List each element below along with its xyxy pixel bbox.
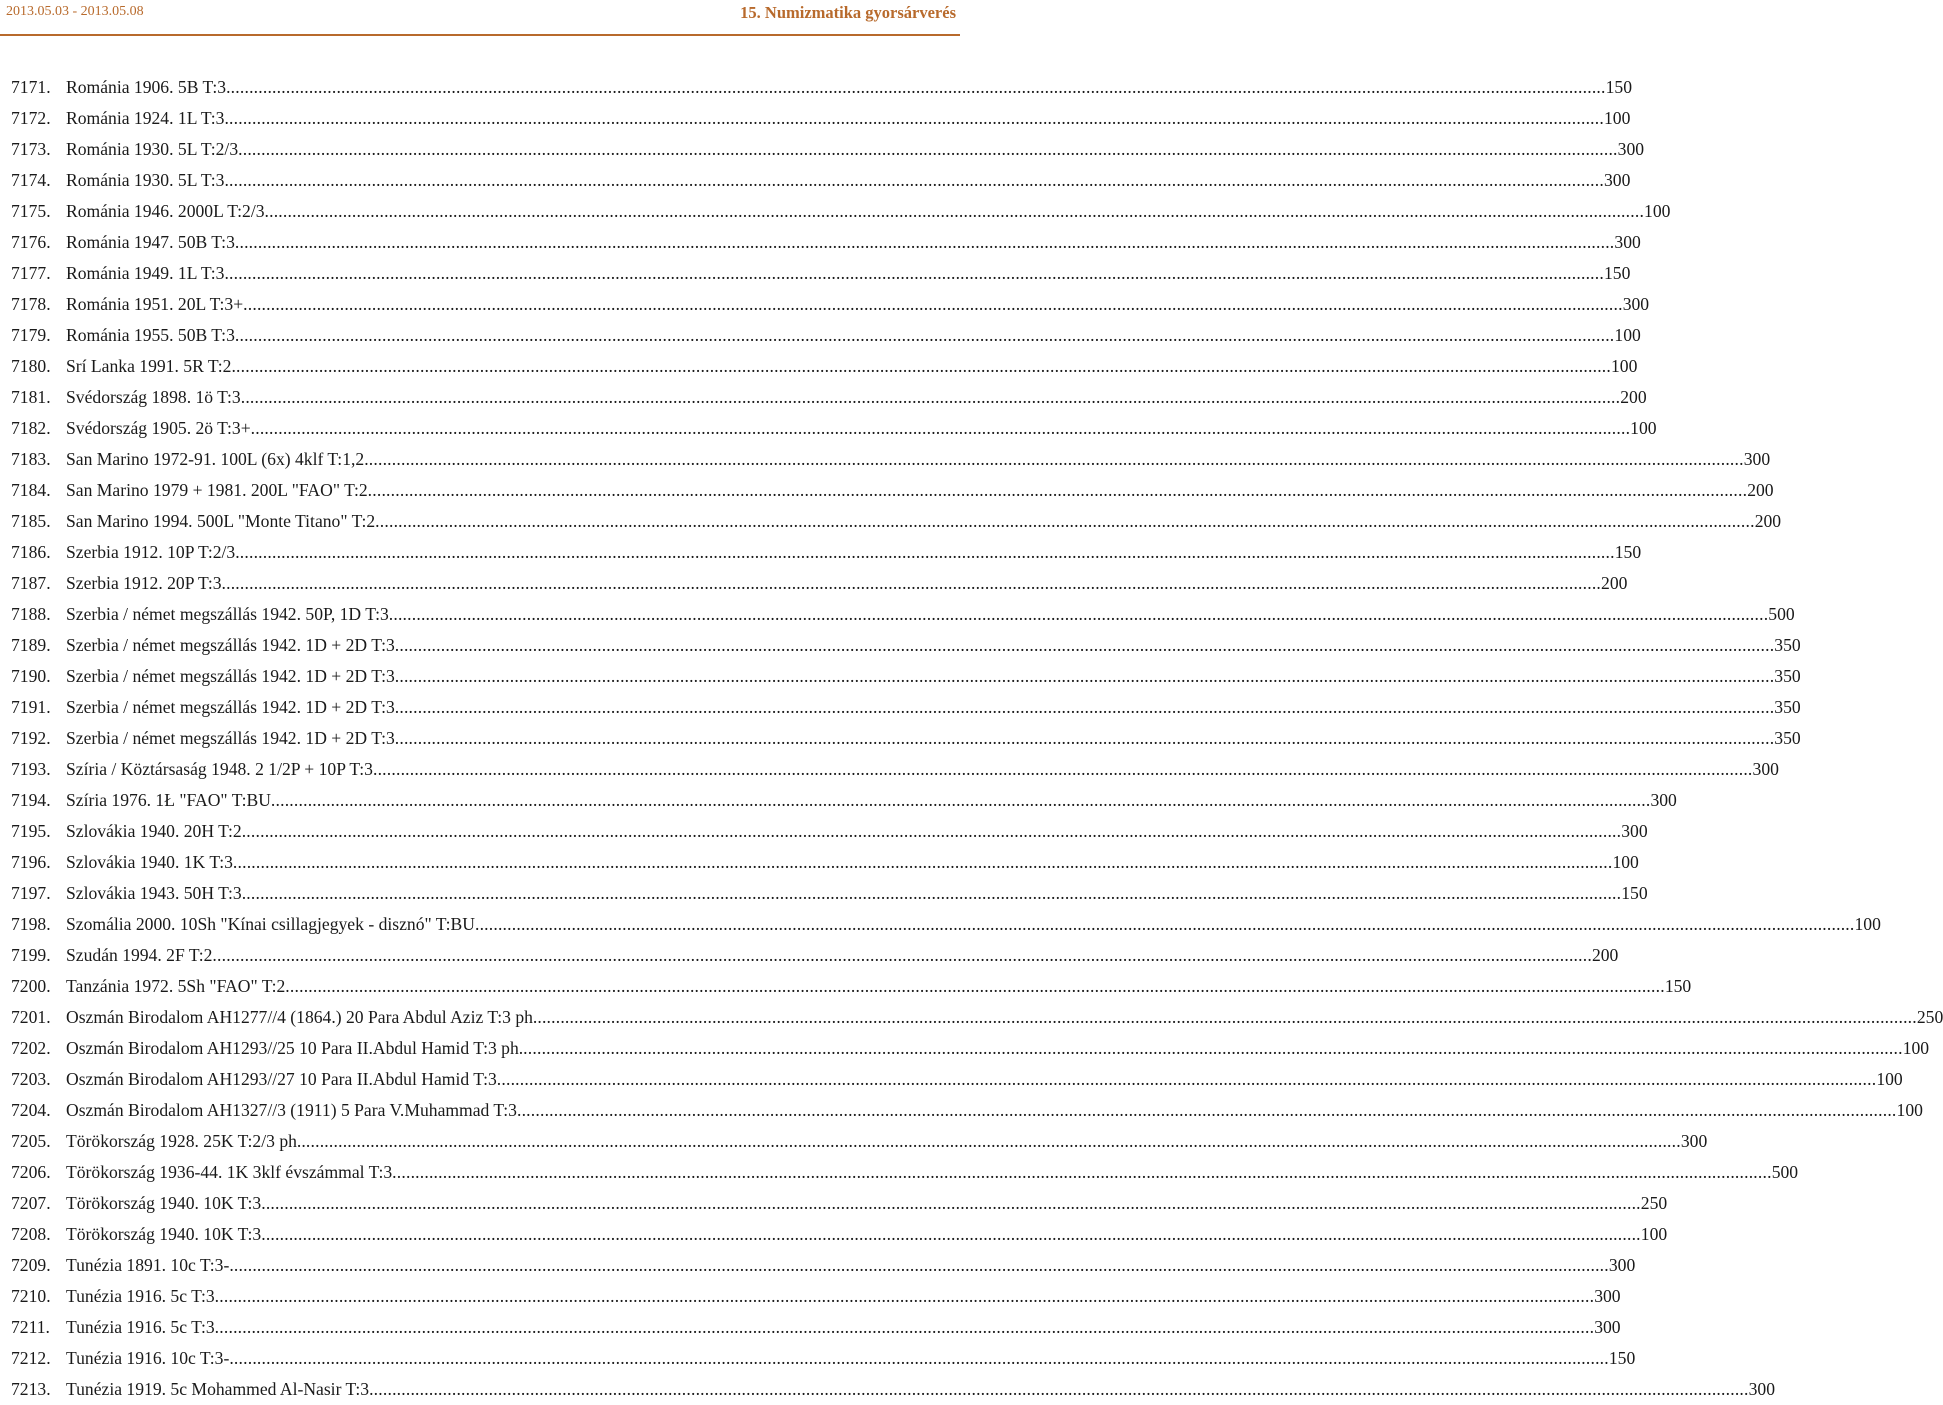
lot-number: 7195. xyxy=(11,821,51,841)
lot-row xyxy=(0,506,1782,537)
lot-price: 100 xyxy=(1902,1038,1930,1058)
lot-price: 100 xyxy=(1644,201,1671,221)
page-header xyxy=(0,0,960,36)
lot-description: Oszmán Birodalom AH1293//27 10 Para II.Abdul Hamid T:3 xyxy=(66,1069,497,1089)
lot-line xyxy=(66,506,1782,537)
lot-number: 7194. xyxy=(11,790,51,810)
lot-description: Törökország 1936-44. 1K 3klf évszámmal T:3 xyxy=(66,1162,393,1182)
dot-leader: ............................................................................................................................................................................................................................................................................................................ xyxy=(232,852,1613,872)
lot-number: 7193. xyxy=(11,759,51,779)
lot-line xyxy=(66,413,1657,444)
dot-leader: ............................................................................................................................................................................................................................................................................................................ xyxy=(231,356,1611,376)
dot-leader: ............................................................................................................................................................................................................................................................................................................ xyxy=(285,976,1665,996)
lot-line xyxy=(66,971,1692,1002)
dot-leader: ............................................................................................................................................................................................................................................................................................................ xyxy=(224,108,1604,128)
lot-row xyxy=(0,785,1677,816)
lot-line xyxy=(66,1126,1708,1157)
lot-line xyxy=(66,1188,1668,1219)
lot-description: Szerbia 1912. 20P T:3 xyxy=(66,573,222,593)
lot-price: 350 xyxy=(1774,666,1801,686)
dot-leader: ............................................................................................................................................................................................................................................................................................................ xyxy=(241,883,1622,903)
lot-price: 200 xyxy=(1620,387,1647,407)
lot-line xyxy=(66,72,1632,103)
dot-leader: ............................................................................................................................................................................................................................................................................................................ xyxy=(261,1193,1641,1213)
lot-line xyxy=(66,382,1647,413)
lot-row xyxy=(0,134,1645,165)
dot-leader: ............................................................................................................................................................................................................................................................................................................ xyxy=(241,821,1622,841)
lot-description: Törökország 1940. 10K T:3 xyxy=(66,1193,262,1213)
lot-number: 7201. xyxy=(11,1007,51,1027)
lot-line xyxy=(66,1312,1621,1343)
lot-line xyxy=(66,909,1881,940)
lot-row xyxy=(0,72,1632,103)
lot-line xyxy=(66,1250,1636,1281)
lot-price: 500 xyxy=(1768,604,1795,624)
lot-price: 100 xyxy=(1876,1069,1903,1089)
dot-leader: ............................................................................................................................................................................................................................................................................................................ xyxy=(250,418,1631,438)
lot-price: 300 xyxy=(1594,1286,1621,1306)
lot-row xyxy=(0,599,1795,630)
lot-description: Svédország 1905. 2ö T:3+ xyxy=(66,418,251,438)
lot-number: 7197. xyxy=(11,883,51,903)
lot-price: 500 xyxy=(1771,1162,1799,1182)
dot-leader: ............................................................................................................................................................................................................................................................................................................ xyxy=(243,294,1623,314)
dot-leader: ............................................................................................................................................................................................................................................................................................................ xyxy=(394,666,1775,686)
lot-description: San Marino 1979 + 1981. 200L "FAO" T:2 xyxy=(66,480,368,500)
dot-leader: ............................................................................................................................................................................................................................................................................................................ xyxy=(226,77,1606,97)
lot-row xyxy=(0,1033,1930,1064)
lot-description: Románia 1947. 50B T:3 xyxy=(66,232,235,252)
lot-row xyxy=(0,723,1801,754)
lot-description: Szudán 1994. 2F T:2 xyxy=(66,945,213,965)
lot-line xyxy=(66,196,1671,227)
lot-line xyxy=(66,537,1642,568)
lot-number: 7180. xyxy=(11,356,51,376)
lot-number: 7191. xyxy=(11,697,51,717)
lot-description: Románia 1951. 20L T:3+ xyxy=(66,294,244,314)
lot-row xyxy=(0,847,1639,878)
lot-row xyxy=(0,258,1631,289)
date-range: 2013.05.03 - 2013.05.08 xyxy=(6,4,144,19)
lot-number: 7198. xyxy=(11,914,51,934)
dot-leader: ............................................................................................................................................................................................................................................................................................................ xyxy=(214,1317,1595,1337)
lot-number: 7196. xyxy=(11,852,51,872)
lot-number: 7208. xyxy=(11,1224,51,1244)
lot-line xyxy=(66,1343,1636,1374)
lot-price: 250 xyxy=(1916,1007,1943,1027)
lot-description: Szomália 2000. 10Sh "Kínai csillagjegyek - disznó" T:BU xyxy=(66,914,475,934)
lot-number: 7182. xyxy=(11,418,51,438)
lot-line xyxy=(66,227,1641,258)
lot-description: Románia 1946. 2000L T:2/3 xyxy=(66,201,265,221)
auction-title: 15. Numizmatika gyorsárverés xyxy=(740,3,956,22)
lot-price: 100 xyxy=(1614,325,1641,345)
lot-line xyxy=(66,1219,1668,1250)
lot-description: Törökország 1928. 25K T:2/3 ph. xyxy=(66,1131,302,1151)
lot-price: 150 xyxy=(1608,1348,1636,1368)
lot-line xyxy=(66,754,1779,785)
lot-description: Oszmán Birodalom AH1327//3 (1911) 5 Para V.Muhammad T:3 xyxy=(66,1100,517,1120)
lot-price: 300 xyxy=(1594,1317,1621,1337)
lot-description: Oszmán Birodalom AH1293//25 10 Para II.Abdul Hamid T:3 ph. xyxy=(66,1038,524,1058)
lot-price: 100 xyxy=(1630,418,1657,438)
dot-leader: ............................................................................................................................................................................................................................................................................................................ xyxy=(474,914,1855,934)
lot-description: Tunézia 1919. 5c Mohammed Al-Nasir T:3 xyxy=(66,1379,370,1399)
lot-number: 7209. xyxy=(11,1255,51,1275)
lot-price: 100 xyxy=(1854,914,1881,934)
lot-row xyxy=(0,692,1801,723)
dot-leader: ............................................................................................................................................................................................................................................................................................................ xyxy=(394,635,1775,655)
lot-line xyxy=(66,878,1648,909)
lot-number: 7204. xyxy=(11,1100,51,1120)
lot-description: Tunézia 1891. 10c T:3- xyxy=(66,1255,230,1275)
lot-row xyxy=(0,661,1801,692)
lot-line xyxy=(66,847,1639,878)
lot-row xyxy=(0,1281,1621,1312)
lot-row xyxy=(0,227,1641,258)
lot-description: Szerbia / német megszállás 1942. 50P, 1D T:3 xyxy=(66,604,389,624)
lot-description: Szerbia / német megszállás 1942. 1D + 2D T:3 xyxy=(66,666,395,686)
lot-description: Tunézia 1916. 5c T:3 xyxy=(66,1317,215,1337)
dot-leader: ............................................................................................................................................................................................................................................................................................................ xyxy=(270,790,1651,810)
lot-price: 300 xyxy=(1650,790,1677,810)
lot-description: Románia 1906. 5B T:3 xyxy=(66,77,227,97)
lot-number: 7207. xyxy=(11,1193,51,1213)
lot-description: Oszmán Birodalom AH1277//4 (1864.) 20 Para Abdul Aziz T:3 ph. xyxy=(66,1007,538,1027)
lot-price: 300 xyxy=(1752,759,1779,779)
lot-description: Srí Lanka 1991. 5R T:2 xyxy=(66,356,232,376)
lot-price: 350 xyxy=(1774,635,1801,655)
lot-row xyxy=(0,754,1779,785)
lot-number: 7176. xyxy=(11,232,51,252)
lot-number: 7186. xyxy=(11,542,51,562)
lot-line xyxy=(66,134,1645,165)
lot-price: 100 xyxy=(1612,852,1639,872)
dot-leader: ............................................................................................................................................................................................................................................................................................................ xyxy=(301,1131,1681,1151)
lot-number: 7212. xyxy=(11,1348,51,1368)
lot-price: 350 xyxy=(1774,728,1801,748)
lot-line xyxy=(66,661,1801,692)
dot-leader: ............................................................................................................................................................................................................................................................................................................ xyxy=(224,170,1604,190)
lot-number: 7188. xyxy=(11,604,51,624)
lot-row xyxy=(0,568,1628,599)
lot-line xyxy=(66,599,1795,630)
lot-row xyxy=(0,382,1647,413)
lot-row xyxy=(0,1095,1923,1126)
lot-price: 150 xyxy=(1605,77,1632,97)
lot-price: 300 xyxy=(1748,1379,1775,1399)
dot-leader: ............................................................................................................................................................................................................................................................................................................ xyxy=(212,945,1592,965)
dot-leader: ............................................................................................................................................................................................................................................................................................................ xyxy=(496,1069,1877,1089)
dot-leader: ............................................................................................................................................................................................................................................................................................................ xyxy=(369,1379,1749,1399)
lot-description: Szíria / Köztársaság 1948. 2 1/2P + 10P T:3 xyxy=(66,759,373,779)
lot-price: 150 xyxy=(1664,976,1692,996)
lot-line xyxy=(66,289,1650,320)
lot-line xyxy=(66,692,1801,723)
lot-number: 7199. xyxy=(11,945,51,965)
dot-leader: ............................................................................................................................................................................................................................................................................................................ xyxy=(240,387,1621,407)
dot-leader: ............................................................................................................................................................................................................................................................................................................ xyxy=(367,480,1748,500)
lot-price: 200 xyxy=(1591,945,1619,965)
lot-row xyxy=(0,1002,1943,1033)
lot-number: 7172. xyxy=(11,108,51,128)
dot-leader: ............................................................................................................................................................................................................................................................................................................ xyxy=(238,139,1618,159)
lot-price: 100 xyxy=(1640,1224,1668,1244)
lot-row xyxy=(0,165,1631,196)
lot-number: 7185. xyxy=(11,511,51,531)
lot-line xyxy=(66,940,1619,971)
lot-line xyxy=(66,165,1631,196)
lot-line xyxy=(66,785,1677,816)
lot-price: 300 xyxy=(1621,821,1648,841)
dot-leader: ............................................................................................................................................................................................................................................................................................................ xyxy=(364,449,1744,469)
dot-leader: ............................................................................................................................................................................................................................................................................................................ xyxy=(234,325,1615,345)
lot-number: 7210. xyxy=(11,1286,51,1306)
dot-leader: ............................................................................................................................................................................................................................................................................................................ xyxy=(221,573,1602,593)
lot-line xyxy=(66,1374,1775,1405)
lot-number: 7178. xyxy=(11,294,51,314)
lot-price: 300 xyxy=(1614,232,1641,252)
lot-line xyxy=(66,630,1801,661)
lot-row xyxy=(0,630,1801,661)
lot-number: 7181. xyxy=(11,387,51,407)
lot-row xyxy=(0,475,1774,506)
lot-number: 7200. xyxy=(11,976,51,996)
lot-number: 7171. xyxy=(11,77,51,97)
lot-row xyxy=(0,1250,1636,1281)
lot-line xyxy=(66,475,1774,506)
lot-number: 7187. xyxy=(11,573,51,593)
lot-description: Szerbia / német megszállás 1942. 1D + 2D T:3 xyxy=(66,635,395,655)
lot-number: 7211. xyxy=(11,1317,50,1337)
lot-price: 200 xyxy=(1601,573,1628,593)
lot-description: Szerbia 1912. 10P T:2/3 xyxy=(66,542,236,562)
lot-line xyxy=(66,320,1641,351)
lot-number: 7183. xyxy=(11,449,51,469)
lot-line xyxy=(66,1064,1903,1095)
dot-leader: ............................................................................................................................................................................................................................................................................................................ xyxy=(392,1162,1772,1182)
lot-row xyxy=(0,289,1650,320)
lot-number: 7175. xyxy=(11,201,51,221)
lot-line xyxy=(66,103,1631,134)
lot-number: 7192. xyxy=(11,728,51,748)
lot-row xyxy=(0,878,1648,909)
lot-description: Románia 1930. 5L T:2/3 xyxy=(66,139,239,159)
dot-leader: ............................................................................................................................................................................................................................................................................................................ xyxy=(394,697,1775,717)
dot-leader: ............................................................................................................................................................................................................................................................................................................ xyxy=(388,604,1769,624)
lot-row xyxy=(0,1219,1668,1250)
lot-price: 150 xyxy=(1614,542,1642,562)
lot-number: 7189. xyxy=(11,635,51,655)
lot-row xyxy=(0,103,1631,134)
lot-number: 7173. xyxy=(11,139,51,159)
lot-row xyxy=(0,1312,1621,1343)
lot-price: 100 xyxy=(1603,108,1631,128)
lot-price: 200 xyxy=(1747,480,1774,500)
lot-number: 7184. xyxy=(11,480,51,500)
lot-price: 300 xyxy=(1608,1255,1636,1275)
dot-leader: ............................................................................................................................................................................................................................................................................................................ xyxy=(516,1100,1897,1120)
lot-description: Szlovákia 1940. 1K T:3 xyxy=(66,852,233,872)
lot-row xyxy=(0,971,1692,1002)
lot-price: 300 xyxy=(1743,449,1771,469)
lot-number: 7205. xyxy=(11,1131,51,1151)
dot-leader: ............................................................................................................................................................................................................................................................................................................ xyxy=(375,511,1755,531)
dot-leader: ............................................................................................................................................................................................................................................................................................................ xyxy=(523,1038,1903,1058)
lot-price: 250 xyxy=(1640,1193,1668,1213)
dot-leader: ............................................................................................................................................................................................................................................................................................................ xyxy=(234,232,1615,252)
lot-line xyxy=(66,1002,1943,1033)
lot-number: 7190. xyxy=(11,666,51,686)
lot-price: 300 xyxy=(1603,170,1631,190)
lot-line xyxy=(66,1095,1923,1126)
lot-row xyxy=(0,1374,1775,1405)
lot-row xyxy=(0,1157,1799,1188)
lot-description: Tunézia 1916. 5c T:3 xyxy=(66,1286,215,1306)
lot-description: Szlovákia 1943. 50H T:3 xyxy=(66,883,242,903)
lot-line xyxy=(66,1157,1799,1188)
lot-number: 7206. xyxy=(11,1162,51,1182)
lot-row xyxy=(0,1188,1668,1219)
dot-leader: ............................................................................................................................................................................................................................................................................................................ xyxy=(229,1255,1609,1275)
lot-line xyxy=(66,1281,1621,1312)
dot-leader: ............................................................................................................................................................................................................................................................................................................ xyxy=(261,1224,1641,1244)
lot-description: Szerbia / német megszállás 1942. 1D + 2D T:3 xyxy=(66,697,395,717)
lot-price: 300 xyxy=(1680,1131,1708,1151)
lot-description: Románia 1955. 50B T:3 xyxy=(66,325,235,345)
lot-row xyxy=(0,1126,1708,1157)
lot-number: 7202. xyxy=(11,1038,51,1058)
lot-description: Szlovákia 1940. 20H T:2 xyxy=(66,821,242,841)
lot-line xyxy=(66,444,1771,475)
lot-row xyxy=(0,196,1671,227)
lot-row xyxy=(0,940,1619,971)
lot-price: 200 xyxy=(1754,511,1782,531)
dot-leader: ............................................................................................................................................................................................................................................................................................................ xyxy=(235,542,1615,562)
lot-row xyxy=(0,816,1648,847)
lot-row xyxy=(0,320,1641,351)
lot-description: Svédország 1898. 1ö T:3 xyxy=(66,387,241,407)
lot-description: San Marino 1994. 500L "Monte Titano" T:2 xyxy=(66,511,376,531)
lot-price: 150 xyxy=(1621,883,1648,903)
dot-leader: ............................................................................................................................................................................................................................................................................................................ xyxy=(264,201,1645,221)
dot-leader: ............................................................................................................................................................................................................................................................................................................ xyxy=(229,1348,1609,1368)
lot-price: 100 xyxy=(1896,1100,1923,1120)
lot-description: Szerbia / német megszállás 1942. 1D + 2D T:3 xyxy=(66,728,395,748)
lot-description: Tunézia 1916. 10c T:3- xyxy=(66,1348,230,1368)
lot-row xyxy=(0,444,1771,475)
lot-description: San Marino 1972-91. 100L (6x) 4klf T:1,2 xyxy=(66,449,365,469)
lot-row xyxy=(0,1343,1636,1374)
dot-leader: ............................................................................................................................................................................................................................................................................................................ xyxy=(372,759,1753,779)
lot-row xyxy=(0,413,1657,444)
lot-description: Törökország 1940. 10K T:3 xyxy=(66,1224,262,1244)
lot-line xyxy=(66,258,1631,289)
lot-row xyxy=(0,909,1881,940)
lot-number: 7179. xyxy=(11,325,51,345)
lot-line xyxy=(66,568,1628,599)
dot-leader: ............................................................................................................................................................................................................................................................................................................ xyxy=(394,728,1775,748)
lot-number: 7203. xyxy=(11,1069,51,1089)
lot-price: 150 xyxy=(1603,263,1631,283)
lot-number: 7174. xyxy=(11,170,51,190)
lot-description: Szíria 1976. 1Ł "FAO" T:BU xyxy=(66,790,271,810)
lot-line xyxy=(66,1033,1930,1064)
lot-number: 7213. xyxy=(11,1379,51,1399)
lot-line xyxy=(66,723,1801,754)
lot-description: Románia 1949. 1L T:3 xyxy=(66,263,225,283)
lot-row xyxy=(0,351,1638,382)
lot-number: 7177. xyxy=(11,263,51,283)
dot-leader: ............................................................................................................................................................................................................................................................................................................ xyxy=(214,1286,1595,1306)
lot-price: 300 xyxy=(1617,139,1645,159)
lot-line xyxy=(66,351,1638,382)
lot-description: Románia 1930. 5L T:3 xyxy=(66,170,225,190)
lot-description: Románia 1924. 1L T:3 xyxy=(66,108,225,128)
lot-price: 300 xyxy=(1622,294,1650,314)
lot-line xyxy=(66,816,1648,847)
dot-leader: ............................................................................................................................................................................................................................................................................................................ xyxy=(224,263,1604,283)
lot-price: 100 xyxy=(1610,356,1638,376)
lot-price: 350 xyxy=(1774,697,1801,717)
lot-row xyxy=(0,1064,1903,1095)
dot-leader: ............................................................................................................................................................................................................................................................................................................ xyxy=(537,1007,1917,1027)
lot-row xyxy=(0,537,1642,568)
lot-description: Tanzánia 1972. 5Sh "FAO" T:2 xyxy=(66,976,286,996)
